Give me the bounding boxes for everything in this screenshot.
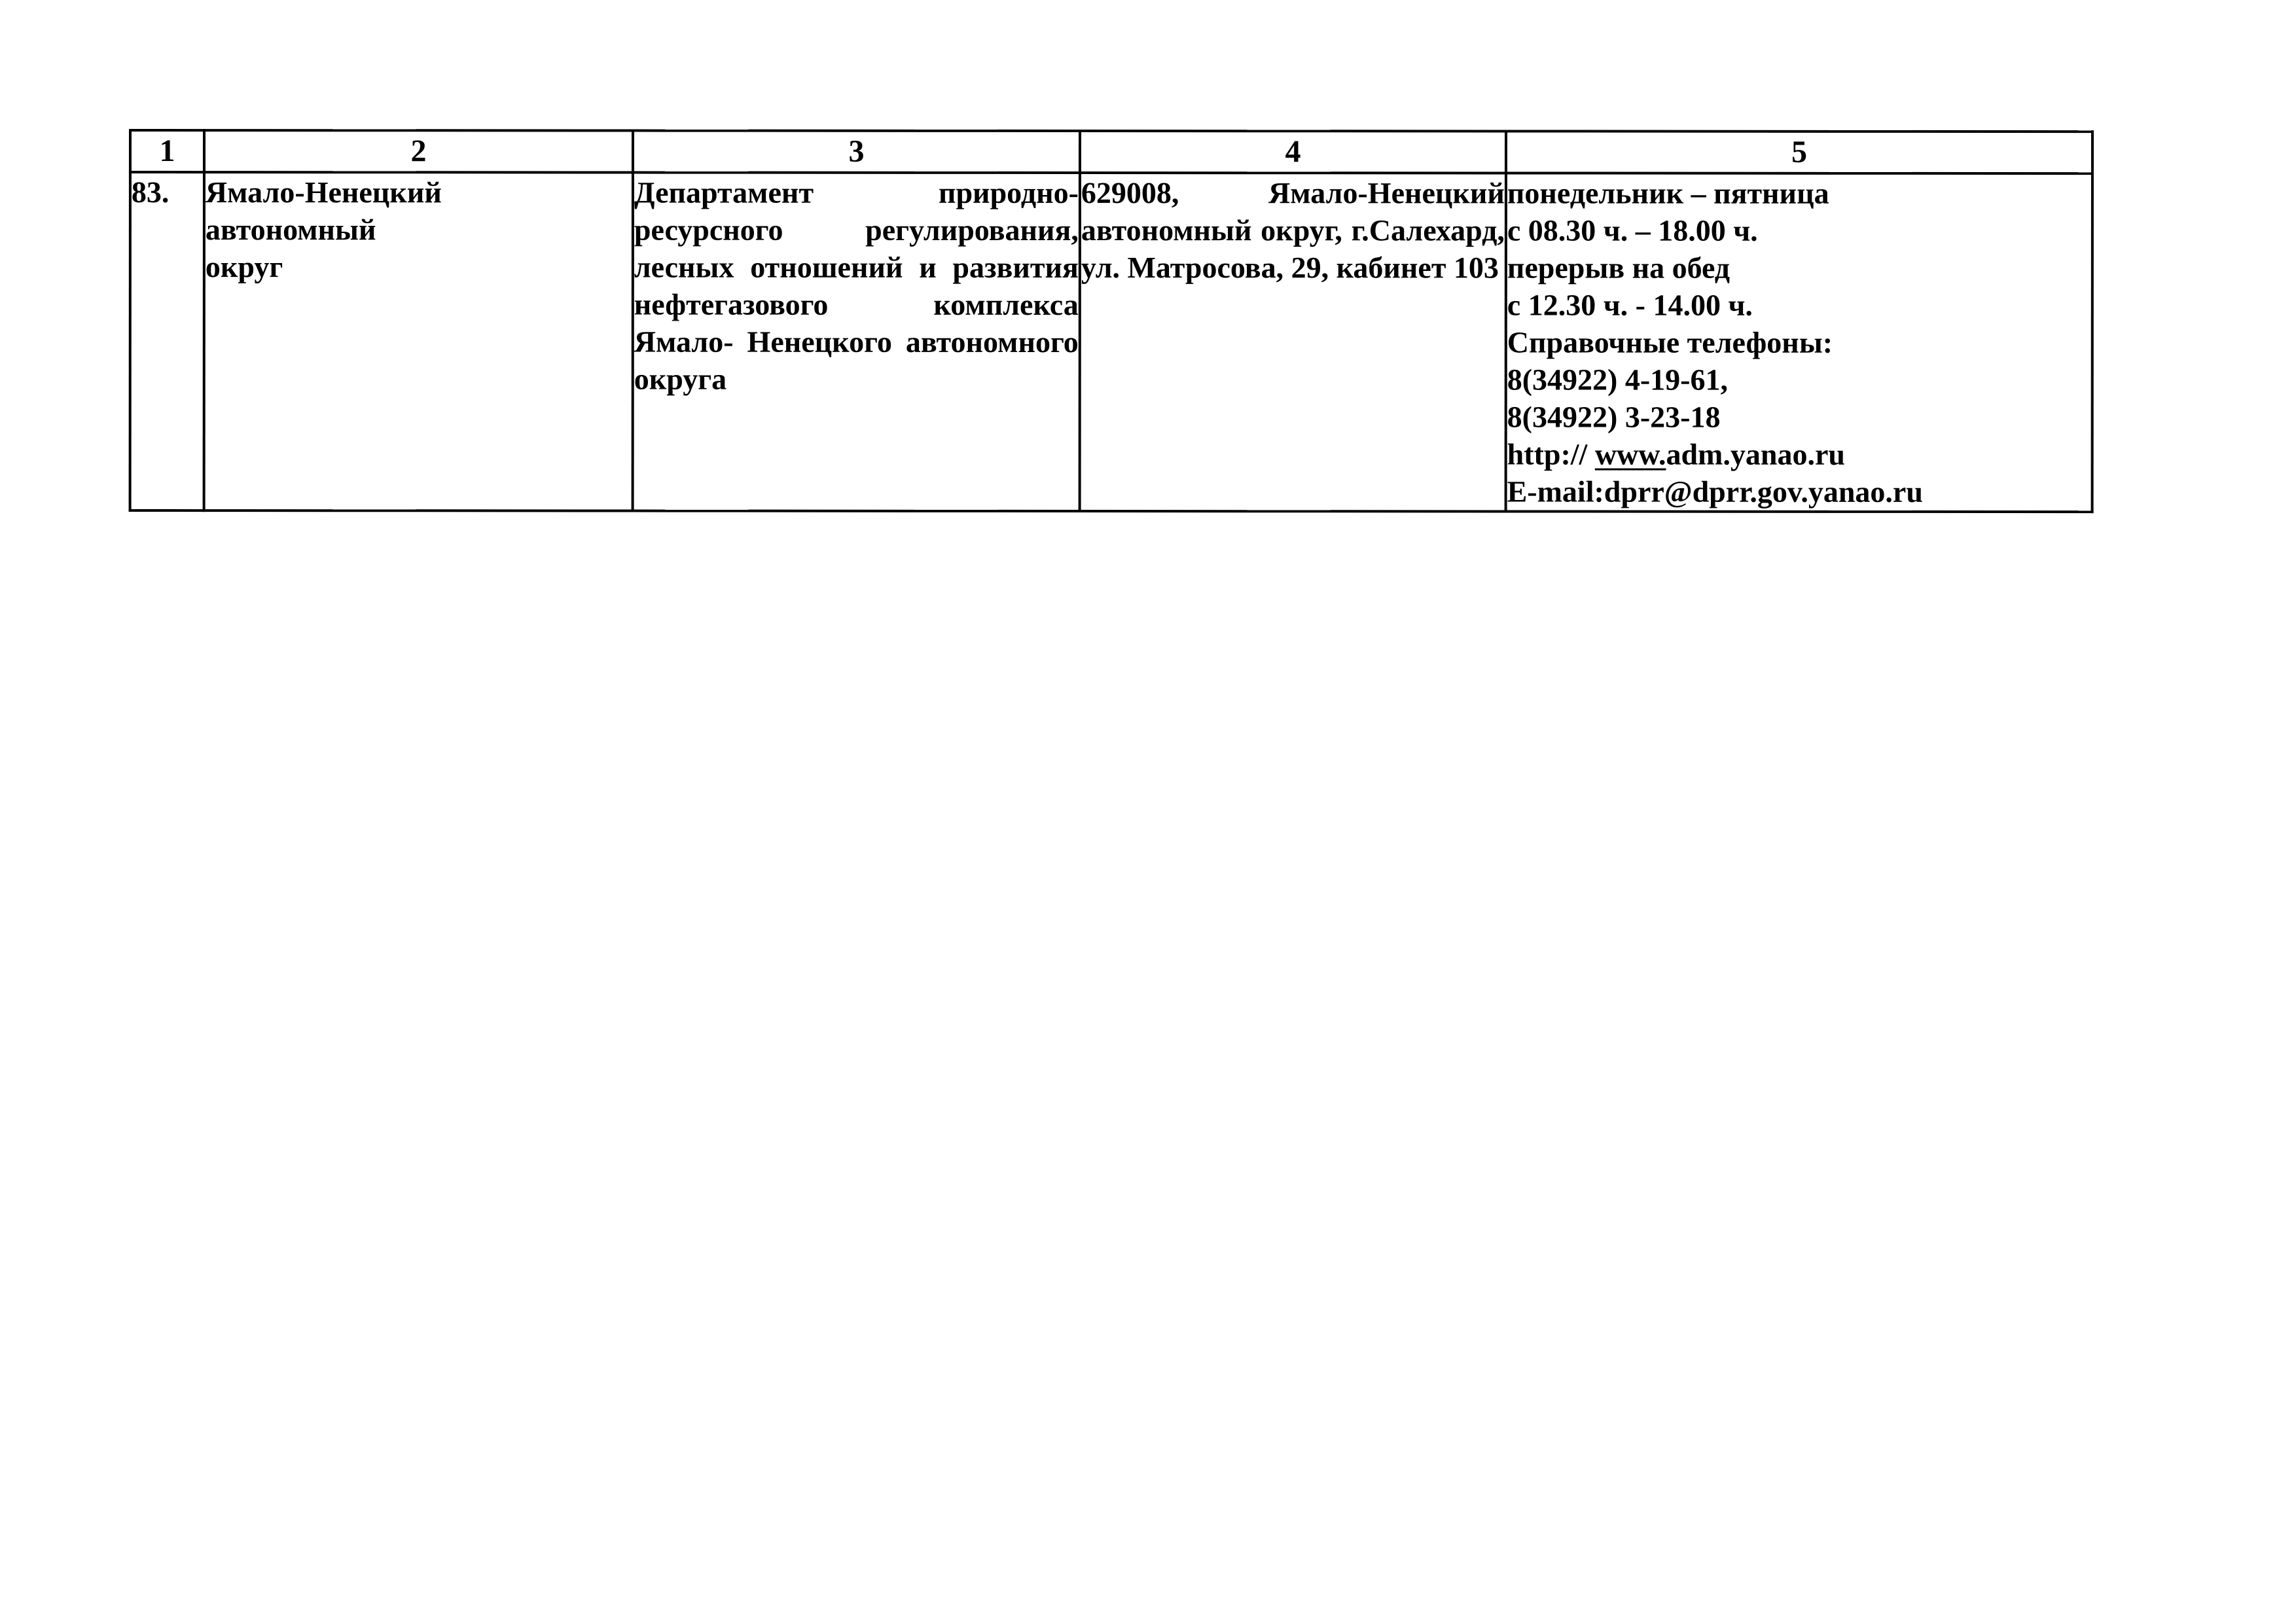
lunch-label: перерыв на обед [1507,251,1731,285]
website-link[interactable] [1507,435,2091,473]
email-link[interactable]: E-mail:dprr@dprr.gov.yanao.ru [1507,474,1923,508]
address: 629008, Ямало-Ненецкий автономный округ, г.Салехард, ул. Матросова, 29, кабинет 103 [1081,176,1505,285]
column-header-2: 2 [204,130,633,172]
column-header-3: 3 [633,131,1080,173]
column-header-5: 5 [1506,131,2092,173]
authority-name: Департамент природно-ресурсного регулирования, лесных отношений и развития нефтегазового комплекса Ямало- Ненецкого автономного округа [634,175,1079,396]
authority-cell [633,173,1080,511]
phone-1: 8(34922) 4-19-61, [1507,363,1729,397]
phones-label: Справочные телефоны: [1507,325,1833,359]
column-header-1: 1 [130,130,204,172]
row-number: 83. [131,175,170,209]
website-prefix: http:// [1507,437,1595,471]
address-cell [1080,173,1506,511]
region-cell [204,172,633,510]
organizations-table [129,129,2094,513]
row-number-cell [130,172,204,510]
lunch-hours: с 12.30 ч. - 14.00 ч. [1507,288,1753,322]
phone-2: 8(34922) 3-23-18 [1507,400,1721,434]
region-name: Ямало-Ненецкий автономный округ [205,175,442,284]
website-www: www. [1594,437,1666,471]
table-row [130,172,2092,512]
website-domain: adm.yanao.ru [1666,437,1845,471]
table-header-row [130,130,2092,173]
column-header-4: 4 [1080,131,1506,173]
contacts-cell [1506,173,2092,512]
schedule-days: понедельник – пятница [1507,176,1829,210]
schedule-hours: с 08.30 ч. – 18.00 ч. [1507,213,1758,247]
